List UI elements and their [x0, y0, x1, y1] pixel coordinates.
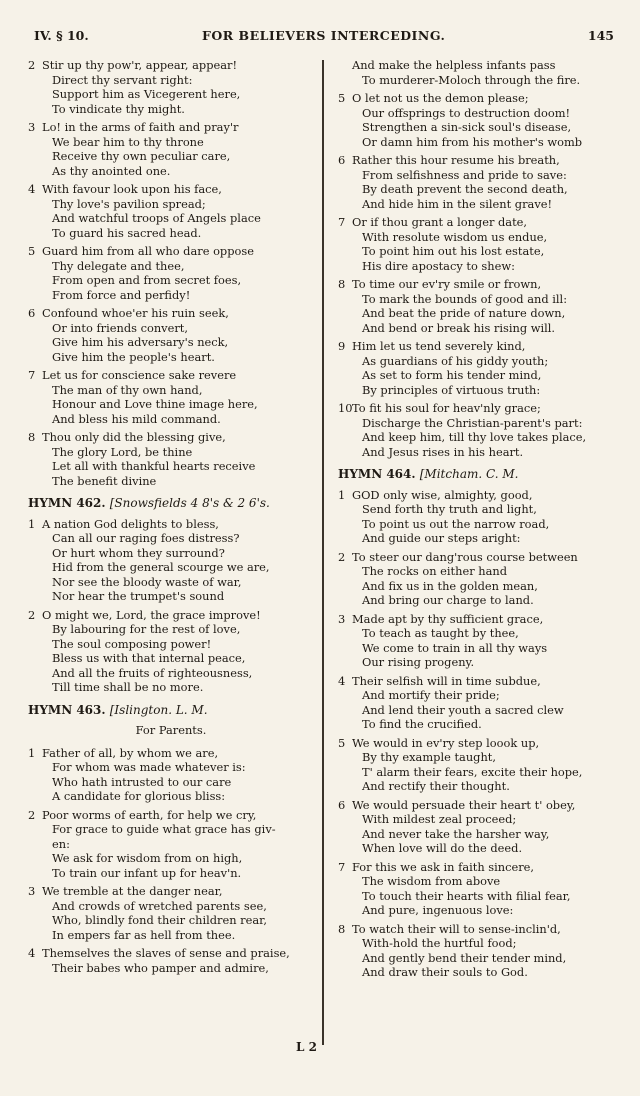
verse-line: And beat the pride of nature down,: [362, 306, 566, 320]
verse-line: And lend their youth a sacred clew: [362, 702, 564, 717]
verse-line: 3 We tremble at the danger near,: [28, 884, 223, 898]
verse-line: And Jesus rises in his heart.: [362, 444, 524, 459]
verse-line: With-hold the hurtful food;: [362, 936, 517, 950]
verse-number: 7: [28, 368, 36, 382]
signature-mark: L 2: [296, 1040, 317, 1054]
verse-line: As thy anointed one.: [52, 163, 171, 178]
verse-number: 2: [28, 607, 36, 622]
verse-line: 1 A nation God delights to bless,: [28, 516, 219, 531]
verse-line: 10To fit his soul for heav'nly grace;: [338, 401, 541, 415]
verse-line: Our rising progeny.: [362, 655, 475, 669]
verse-number: 5: [338, 735, 346, 750]
verse-line: Our offsprings to destruction doom!: [362, 105, 571, 120]
verse-line: To train our infant up for heav'n.: [52, 865, 242, 880]
verse-number: 6: [338, 153, 346, 167]
verse-line: 6 Rather this hour resume his breath,: [338, 153, 560, 167]
stanza: [338, 277, 620, 335]
stanza: [28, 58, 314, 116]
verse-line: 8 To watch their will to sense-inclin'd,: [338, 921, 561, 936]
verse-line: 2 To steer our dang'rous course between: [338, 549, 578, 564]
column-divider: [322, 60, 324, 1045]
verse-line: Let all with thankful hearts receive: [52, 459, 256, 473]
stanza: [338, 860, 620, 918]
verse-number: 5: [28, 244, 36, 258]
verse-line: Nor hear the trumpet's sound: [52, 589, 225, 603]
verse-line: Till time shall be no more.: [52, 680, 204, 694]
verse-line: To vindicate thy might.: [52, 101, 185, 116]
verse-line: And watchful troops of Angels place: [52, 211, 261, 225]
verse-line: To teach as taught by thee,: [362, 626, 519, 640]
stanza: [338, 736, 620, 794]
verse-line: To point us out the narrow road,: [362, 516, 550, 531]
verse-line: 7 For this we ask in faith sincere,: [338, 859, 535, 874]
verse-line: 9 Him let us tend severely kind,: [338, 339, 526, 353]
hymn-tune: [Snowsfields 4 8's & 2 6's.: [109, 496, 270, 510]
stanza: [338, 674, 620, 732]
verse-line: The soul composing power!: [52, 636, 212, 651]
hymn-number: HYMN 462.: [28, 496, 106, 510]
verse-line: 7 Let us for conscience sake revere: [28, 368, 237, 382]
verse-line: For whom was made whatever is:: [52, 760, 246, 774]
verse-line: 3 Lo! in the arms of faith and pray'r: [28, 120, 239, 134]
verse-line: By death prevent the second death,: [362, 182, 568, 196]
verse-line: Their babes who pamper and admire,: [52, 960, 269, 975]
right-column: [338, 58, 620, 984]
verse-line: With mildest zeal proceed;: [362, 812, 517, 826]
stanza: [28, 306, 314, 364]
verse-line: 5 Guard him from all who dare oppose: [28, 244, 254, 258]
stanza: [338, 798, 620, 856]
verse-line: Nor see the bloody waste of war,: [52, 574, 242, 589]
verse-line: Support him as Vicegerent here,: [52, 87, 241, 101]
verse-line: By thy example taught,: [362, 750, 496, 764]
verse-line: 5 We would in ev'ry step loook up,: [338, 735, 540, 750]
verse-number: 2: [28, 58, 36, 72]
verse-line: From open and from secret foes,: [52, 273, 242, 287]
verse-line: We come to train in all thy ways: [362, 640, 548, 655]
verse-number: 1: [338, 487, 346, 502]
stanza: [28, 608, 314, 695]
verse-line: 4 With favour look upon his face,: [28, 182, 222, 196]
stanza: [338, 58, 620, 87]
verse-number: 7: [338, 215, 346, 229]
verse-line: And gently bend their tender mind,: [362, 950, 567, 965]
verse-line: And pure, ingenuous love:: [362, 903, 514, 917]
hymn-tune: [Islington. L. M.: [109, 702, 208, 717]
verse-line: To touch their hearts with filial fear,: [362, 888, 571, 903]
verse-line: 2 O might we, Lord, the grace improve!: [28, 607, 261, 622]
verse-line: And guide our steps aright:: [362, 531, 521, 545]
verse-line: en:: [52, 836, 70, 851]
verse-line: Discharge the Christian-parent's part:: [362, 415, 583, 430]
verse-line: Thy love's pavilion spread;: [52, 196, 206, 211]
verse-line: The wisdom from above: [362, 874, 501, 888]
verse-line: And hide him in the silent grave!: [362, 196, 553, 211]
verse-number: 7: [338, 859, 346, 874]
verse-line: By labouring for the rest of love,: [52, 622, 241, 636]
verse-number: 3: [28, 120, 36, 134]
page-number: 145: [587, 28, 614, 43]
verse-number: 6: [28, 306, 36, 320]
stanza: [338, 612, 620, 670]
verse-number: 4: [28, 946, 36, 960]
verse-line: To mark the bounds of good and ill:: [362, 291, 568, 306]
verse-line: From force and perfidy!: [52, 287, 191, 302]
verse-line: And make the helpless infants pass: [352, 58, 556, 72]
verse-line: Who, blindly fond their children rear,: [52, 913, 267, 927]
verse-line: By principles of virtuous truth:: [362, 382, 541, 397]
verse-line: And bend or break his rising will.: [362, 320, 556, 335]
stanza: [28, 182, 314, 240]
verse-line: The man of thy own hand,: [52, 382, 203, 397]
verse-line: Give him his adversary's neck,: [52, 335, 229, 349]
verse-number: 4: [28, 182, 36, 196]
running-header: [34, 28, 614, 50]
stanza: [28, 746, 314, 804]
verse-line: Bless us with that internal peace,: [52, 651, 246, 665]
verse-line: Or into friends convert,: [52, 320, 188, 335]
hymn-number: HYMN 464.: [338, 467, 416, 481]
verse-line: Send forth thy truth and light,: [362, 502, 537, 516]
verse-line: The rocks on either hand: [362, 564, 508, 578]
verse-line: As set to form his tender mind,: [362, 368, 542, 382]
verse-line: In empers far as hell from thee.: [52, 927, 236, 942]
hymn-tune: [Mitcham. C. M.: [419, 467, 519, 481]
left-column: [28, 58, 314, 979]
verse-line: Give him the people's heart.: [52, 349, 215, 364]
hymn-number: HYMN 463.: [28, 702, 106, 717]
hymn-heading: [28, 496, 314, 511]
verse-line: Direct thy servant right:: [52, 72, 193, 87]
verse-line: 5 O let not us the demon please;: [338, 91, 529, 105]
verse-number: 8: [338, 921, 346, 936]
verse-line: 8 Thou only did the blessing give,: [28, 430, 226, 444]
stanza: [28, 430, 314, 488]
verse-number: 2: [28, 807, 36, 822]
verse-line: Strengthen a sin-sick soul's disease,: [362, 120, 572, 134]
verse-line: And crowds of wretched parents see,: [52, 898, 267, 913]
stanza: [28, 244, 314, 302]
verse-line: And never take the harsher way,: [362, 826, 550, 841]
verse-line: When love will do the deed.: [362, 841, 523, 855]
verse-line: For grace to guide what grace has giv-: [52, 822, 276, 836]
verse-line: As guardians of his giddy youth;: [362, 353, 549, 368]
verse-line: And keep him, till thy love takes place,: [362, 430, 587, 444]
verse-line: The benefit divine: [52, 473, 157, 488]
stanza: [338, 550, 620, 608]
verse-line: And rectify their thought.: [362, 779, 510, 793]
verse-line: To guard his sacred head.: [52, 225, 202, 240]
verse-line: To find the crucified.: [362, 717, 482, 731]
verse-line: To murderer-Moloch through the fire.: [362, 72, 581, 87]
stanza: [338, 91, 620, 149]
verse-number: 8: [28, 430, 36, 444]
verse-line: 8 To time our ev'ry smile or frown,: [338, 277, 542, 291]
verse-line: Can all our raging foes distress?: [52, 531, 240, 545]
stanza: [28, 946, 314, 975]
verse-line: 1 Father of all, by whom we are,: [28, 745, 219, 760]
verse-line: 2 Stir up thy pow'r, appear, appear!: [28, 58, 238, 72]
verse-line: With resolute wisdom us endue,: [362, 229, 548, 244]
verse-line: Honour and Love thine image here,: [52, 397, 258, 411]
section-marker: IV. § 10.: [34, 28, 89, 43]
verse-line: Or damn him from his mother's womb: [362, 134, 583, 149]
stanza: [338, 922, 620, 980]
stanza: [28, 517, 314, 604]
verse-line: And all the fruits of righteousness,: [52, 665, 253, 680]
verse-line: From selfishness and pride to save:: [362, 167, 567, 182]
verse-number: 1: [28, 745, 36, 760]
verse-line: Hid from the general scourge we are,: [52, 560, 270, 574]
verse-line: And bring our charge to land.: [362, 593, 534, 607]
verse-number: 10: [338, 401, 353, 415]
hymn-subheading: For Parents.: [135, 723, 207, 737]
verse-line: A candidate for glorious bliss:: [52, 789, 226, 803]
stanza: [338, 153, 620, 211]
verse-number: 5: [338, 91, 346, 105]
verse-line: And bless his mild command.: [52, 411, 221, 426]
verse-line: 4 Themselves the slaves of sense and praise,: [28, 946, 290, 960]
stanza: [338, 401, 620, 459]
verse-line: 2 Poor worms of earth, for help we cry,: [28, 807, 257, 822]
verse-line: 1 GOD only wise, almighty, good,: [338, 487, 533, 502]
verse-line: Thy delegate and thee,: [52, 258, 185, 273]
verse-number: 4: [338, 673, 346, 688]
running-title: FOR BELIEVERS INTERCEDING.: [202, 28, 446, 43]
stanza: [338, 215, 620, 273]
verse-number: 3: [338, 611, 346, 626]
hymn-heading: [28, 703, 314, 718]
hymn-heading: [338, 467, 620, 482]
stanza: [28, 808, 314, 881]
stanza: [28, 884, 314, 942]
verse-line: And mortify their pride;: [362, 688, 500, 702]
verse-line: Who hath intrusted to our care: [52, 774, 232, 789]
verse-line: Or hurt whom they surround?: [52, 545, 225, 560]
verse-line: T' alarm their fears, excite their hope,: [362, 764, 583, 779]
verse-number: 6: [338, 797, 346, 812]
verse-line: 3 Made apt by thy sufficient grace,: [338, 611, 544, 626]
verse-number: 8: [338, 277, 346, 291]
verse-line: 7 Or if thou grant a longer date,: [338, 215, 528, 229]
verse-number: 1: [28, 516, 36, 531]
verse-line: The glory Lord, be thine: [52, 444, 193, 459]
verse-line: 4 Their selfish will in time subdue,: [338, 673, 541, 688]
verse-line: We bear him to thy throne: [52, 134, 204, 149]
verse-line: And draw their souls to God.: [362, 965, 528, 979]
stanza: [338, 339, 620, 397]
verse-line: To point him out his lost estate,: [362, 244, 545, 258]
verse-line: 6 We would persuade their heart t' obey,: [338, 797, 576, 812]
verse-line: 6 Confound whoe'er his ruin seek,: [28, 306, 229, 320]
verse-number: 3: [28, 884, 36, 898]
stanza: [28, 120, 314, 178]
stanza: [338, 488, 620, 546]
verse-number: 2: [338, 549, 346, 564]
verse-line: His dire apostacy to shew:: [362, 258, 515, 273]
verse-line: Receive thy own peculiar care,: [52, 149, 231, 163]
verse-number: 9: [338, 339, 346, 353]
verse-line: And fix us in the golden mean,: [362, 578, 538, 593]
verse-line: We ask for wisdom from on high,: [52, 851, 243, 865]
stanza: [28, 368, 314, 426]
